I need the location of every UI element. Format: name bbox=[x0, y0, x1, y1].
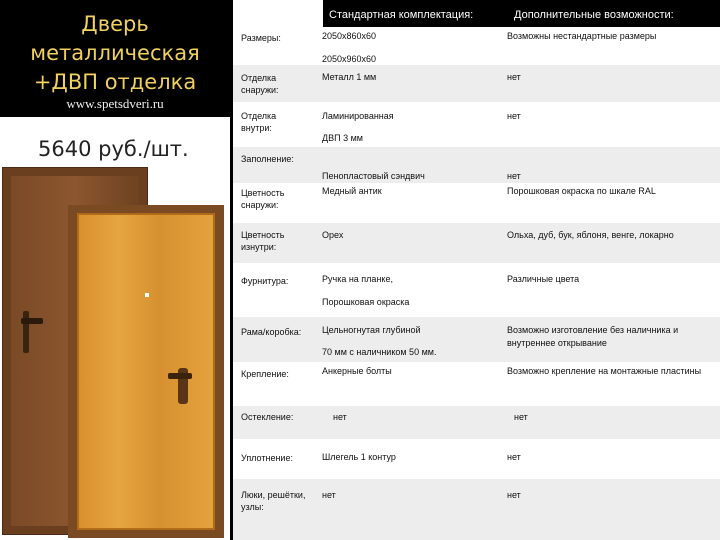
table-row bbox=[233, 317, 720, 362]
decor-dot bbox=[145, 293, 149, 297]
table-row bbox=[233, 147, 720, 183]
table-row bbox=[233, 183, 720, 223]
row-standard: Орех bbox=[322, 230, 344, 240]
row-options: нет bbox=[507, 452, 521, 462]
row-standard: нет bbox=[333, 412, 347, 422]
row-standard: Пенопластовый сэндвич bbox=[322, 171, 425, 181]
door-panel-inside bbox=[77, 213, 215, 530]
column-header-standard: Стандартная комплектация: bbox=[329, 9, 474, 21]
row-label: Крепление: bbox=[241, 369, 289, 379]
row-label: Отделка внутри: bbox=[241, 111, 277, 133]
row-standard: Шлегель 1 контур bbox=[322, 452, 396, 462]
row-standard: Металл 1 мм bbox=[322, 72, 377, 82]
row-label: Рама/коробка: bbox=[241, 327, 302, 337]
price: 5640 руб./шт. bbox=[38, 137, 189, 161]
row-options: нет bbox=[507, 111, 521, 121]
row-options: Ольха, дуб, бук, яблоня, венге, локарно bbox=[507, 230, 674, 240]
table-row bbox=[233, 102, 720, 147]
row-label: Цветность снаружи: bbox=[241, 188, 285, 210]
row-options: Возможно изготовление без наличника и bbox=[507, 325, 679, 335]
table-row bbox=[233, 439, 720, 479]
row-standard: Медный антик bbox=[322, 186, 382, 196]
row-options: нет bbox=[507, 72, 521, 82]
row-options: Различные цвета bbox=[507, 274, 580, 284]
door-image-inside bbox=[68, 205, 224, 538]
row-standard-2: Порошковая окраска bbox=[322, 297, 410, 307]
row-label: Уплотнение: bbox=[241, 453, 293, 463]
table-row bbox=[233, 406, 720, 439]
row-options: Возможны нестандартные размеры bbox=[507, 31, 657, 41]
row-options-2: внутреннее открывание bbox=[507, 338, 607, 348]
row-options: нет bbox=[507, 171, 521, 181]
table-row bbox=[233, 223, 720, 263]
row-standard: Цельногнутая глубиной bbox=[322, 325, 421, 335]
table-row bbox=[233, 362, 720, 406]
website-url[interactable]: www.spetsdveri.ru bbox=[66, 96, 164, 111]
door-handle-icon bbox=[168, 373, 192, 379]
row-label: Остекление: bbox=[241, 412, 294, 422]
product-title: Дверь металлическая +ДВП отделка bbox=[30, 12, 200, 94]
row-standard: Ручка на планке, bbox=[322, 274, 393, 284]
row-standard: нет bbox=[322, 490, 336, 500]
row-label: Заполнение: bbox=[241, 154, 294, 164]
row-options: нет bbox=[514, 412, 528, 422]
row-label: Фурнитура: bbox=[241, 276, 289, 286]
row-options: нет bbox=[507, 490, 521, 500]
row-label: Размеры: bbox=[241, 33, 281, 43]
door-handle-icon bbox=[21, 318, 43, 324]
row-standard: Ламинированная bbox=[322, 111, 394, 121]
table-row bbox=[233, 263, 720, 317]
table-row bbox=[233, 27, 720, 65]
table-row bbox=[233, 65, 720, 102]
row-label: Отделка снаружи: bbox=[241, 73, 279, 95]
column-header-options: Дополнительные возможности: bbox=[514, 9, 674, 21]
title-panel bbox=[0, 0, 230, 117]
spec-table bbox=[230, 0, 720, 540]
row-options: Возможно крепление на монтажные пластины bbox=[507, 366, 702, 376]
table-row bbox=[233, 479, 720, 540]
row-label: Цветность изнутри: bbox=[241, 230, 285, 252]
row-standard-2: 70 мм с наличником 50 мм. bbox=[322, 347, 437, 357]
row-standard: Анкерные болты bbox=[322, 366, 392, 376]
row-standard-2: ДВП 3 мм bbox=[322, 133, 363, 143]
row-options: Порошковая окраска по шкале RAL bbox=[507, 186, 656, 196]
row-label: Люки, решётки, узлы: bbox=[241, 490, 306, 512]
row-standard-2: 2050х960х60 bbox=[322, 54, 377, 64]
row-standard: 2050х860х60 bbox=[322, 31, 377, 41]
